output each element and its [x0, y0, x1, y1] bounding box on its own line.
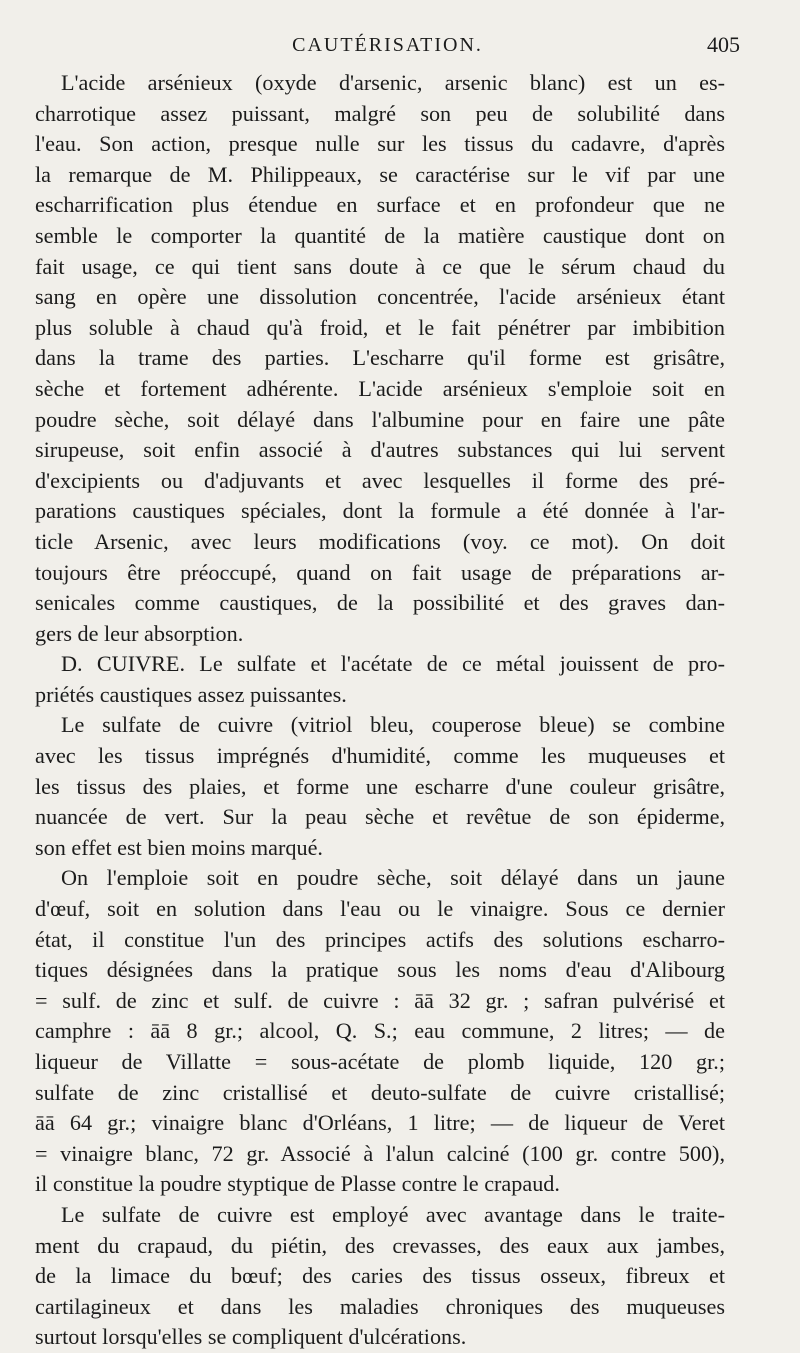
running-title: CAUTÉRISATION. [292, 34, 483, 56]
text-line: sang en opère une dissolution concentrée, l'acide arsénieux étant [35, 284, 725, 310]
text-line: D. CUIVRE. Le sulfate et l'acétate de ce métal jouissent de pro- [61, 651, 725, 677]
body-text [35, 68, 725, 1353]
text-line: plus soluble à chaud qu'à froid, et le fait pénétrer par imbibition [35, 314, 725, 340]
text-line: les tissus des plaies, et forme une escharre d'une couleur grisâtre, [35, 773, 725, 799]
running-head [35, 30, 740, 64]
text-line: d'œuf, soit en solution dans l'eau ou le vinaigre. Sous ce dernier [35, 896, 725, 922]
text-line: liqueur de Villatte = sous-acétate de plomb liquide, 120 gr.; [35, 1049, 725, 1074]
text-line: toujours être préoccupé, quand on fait usage de préparations ar- [35, 559, 725, 585]
page-number: 405 [707, 32, 740, 57]
text-line: ticle Arsenic, avec leurs modifications (voy. ce mot). On doit [35, 528, 725, 554]
text-line: il constitue la poudre styptique de Plasse contre le crapaud. [35, 1171, 560, 1197]
text-line: parations caustiques spéciales, dont la formule a été donnée à l'ar- [35, 498, 725, 524]
text-line: son effet est bien moins marqué. [35, 834, 323, 860]
text-line: poudre sèche, soit délayé dans l'albumine pour en faire une pâte [35, 406, 725, 432]
text-line: ment du crapaud, du piétin, des crevasses, des eaux aux jambes, [35, 1232, 725, 1258]
text-line: sirupeuse, soit enfin associé à d'autres substances qui lui servent [35, 437, 725, 463]
text-line: charrotique assez puissant, malgré son peu de solubilité dans [35, 100, 725, 126]
text-line: sèche et fortement adhérente. L'acide arsénieux s'emploie soit en [35, 375, 725, 401]
text-line: la remarque de M. Philippeaux, se caractérise sur le vif par une [35, 161, 725, 187]
text-line: = vinaigre blanc, 72 gr. Associé à l'alun calciné (100 gr. contre 500), [35, 1140, 725, 1166]
text-line: Le sulfate de cuivre est employé avec avantage dans le traite- [61, 1201, 725, 1227]
text-line: senicales comme caustiques, de la possibilité et des graves dan- [35, 590, 725, 616]
text-line: priétés caustiques assez puissantes. [35, 681, 347, 707]
text-line: semble le comporter la quantité de la matière caustique dont on [35, 222, 725, 248]
text-line: surtout lorsqu'elles se compliquent d'ulcérations. [35, 1324, 467, 1350]
text-line: gers de leur absorption. [35, 620, 244, 646]
text-line: fait usage, ce qui tient sans doute à ce que le sérum chaud du [35, 253, 725, 279]
text-line: état, il constitue l'un des principes actifs des solutions escharro- [35, 926, 725, 952]
text-line: camphre : āā 8 gr.; alcool, Q. S.; eau commune, 2 litres; — de [35, 1018, 725, 1044]
text-line: dans la trame des parties. L'escharre qu'il forme est grisâtre, [35, 345, 725, 371]
text-line: sulfate de zinc cristallisé et deuto-sulfate de cuivre cristallisé; [35, 1079, 725, 1105]
text-line: On l'emploie soit en poudre sèche, soit délayé dans un jaune [61, 865, 725, 891]
text-line: tiques désignées dans la pratique sous les noms d'eau d'Alibourg [35, 957, 725, 983]
text-line: l'eau. Son action, presque nulle sur les tissus du cadavre, d'après [35, 131, 725, 157]
text-line: āā 64 gr.; vinaigre blanc d'Orléans, 1 litre; — de liqueur de Veret [35, 1110, 725, 1136]
text-line: L'acide arsénieux (oxyde d'arsenic, arsenic blanc) est un es- [61, 70, 725, 95]
text-line: d'excipients ou d'adjuvants et avec lesquelles il forme des pré- [35, 467, 725, 493]
text-line: de la limace du bœuf; des caries des tissus osseux, fibreux et [35, 1263, 725, 1289]
text-line: escharrification plus étendue en surface et en profondeur que ne [35, 192, 725, 218]
text-line: Le sulfate de cuivre (vitriol bleu, couperose bleue) se combine [61, 712, 725, 738]
text-line: = sulf. de zinc et sulf. de cuivre : āā 32 gr. ; safran pulvérisé et [35, 987, 725, 1013]
text-line: cartilagineux et dans les maladies chroniques des muqueuses [35, 1293, 725, 1319]
text-line: avec les tissus imprégnés d'humidité, comme les muqueuses et [35, 743, 725, 769]
text-line: nuancée de vert. Sur la peau sèche et revêtue de son épiderme, [35, 804, 725, 830]
